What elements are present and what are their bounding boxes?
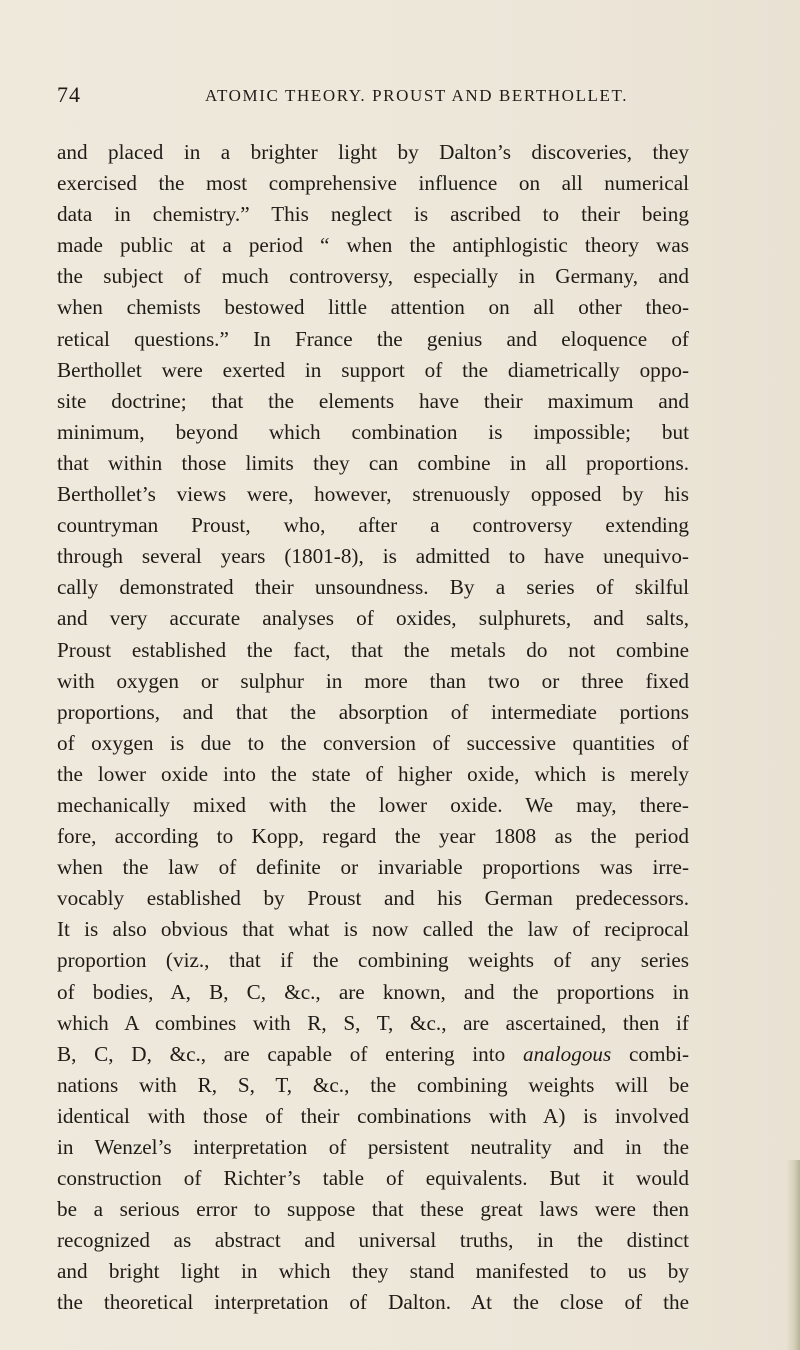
text-line: recognized as abstract and universal truths, in the distinct xyxy=(57,1228,689,1253)
text-line: made public at a period “ when the antiphlogistic theory was xyxy=(57,233,689,258)
text-line-with-italic xyxy=(57,1039,689,1070)
text-line: exercised the most comprehensive influence on all numerical xyxy=(57,171,689,196)
text-line: It is also obvious that what is now called the law of reciprocal xyxy=(57,917,689,942)
text-line: through several years (1801-8), is admitted to have unequivo- xyxy=(57,544,689,569)
text-line: construction of Richter’s table of equivalents. But it would xyxy=(57,1166,689,1191)
text-line: the subject of much controversy, especially in Germany, and xyxy=(57,264,689,289)
text-line: that within those limits they can combine in all proportions. xyxy=(57,450,689,475)
text-line: when chemists bestowed little attention on all other theo- xyxy=(57,295,689,320)
text-line: vocably established by Proust and his German predecessors. xyxy=(57,886,689,911)
text-line: be a serious error to suppose that these great laws were then xyxy=(57,1197,689,1222)
running-head: ATOMIC THEORY. PROUST AND BERTHOLLET. xyxy=(205,86,629,105)
text-line: Proust established the fact, that the metals do not combine xyxy=(57,637,689,662)
text-line: of oxygen is due to the conversion of successive quantities of xyxy=(57,730,689,755)
text-line: proportions, and that the absorption of intermediate portions xyxy=(57,699,689,724)
text-line: which A combines with R, S, T, &c., are ascertained, then if xyxy=(57,1010,689,1035)
page-edge-shadow xyxy=(786,1160,800,1350)
text-line: Berthollet’s views were, however, strenuously opposed by his xyxy=(57,482,689,507)
text-line: site doctrine; that the elements have their maximum and xyxy=(57,388,689,413)
text-line: of bodies, A, B, C, &c., are known, and the proportions in xyxy=(57,979,689,1004)
text-line: fore, according to Kopp, regard the year 1808 as the period xyxy=(57,824,689,849)
page-header xyxy=(57,82,697,110)
text-line: cally demonstrated their unsoundness. By a series of skilful xyxy=(57,575,689,600)
text-line: with oxygen or sulphur in more than two or three fixed xyxy=(57,668,689,693)
text-line: data in chemistry.” This neglect is ascribed to their being xyxy=(57,202,689,227)
text-line: and bright light in which they stand manifested to us by xyxy=(57,1259,689,1284)
text-line: Berthollet were exerted in support of the diametrically oppo- xyxy=(57,357,689,382)
text-line: minimum, beyond which combination is impossible; but xyxy=(57,419,689,444)
text-fragment: combi- xyxy=(629,1041,689,1066)
body-text xyxy=(57,137,689,1319)
text-line: mechanically mixed with the lower oxide. We may, there- xyxy=(57,792,689,817)
text-line: when the law of definite or invariable proportions was irre- xyxy=(57,855,689,880)
text-line: and placed in a brighter light by Dalton’s discoveries, they xyxy=(57,140,689,164)
text-line: and very accurate analyses of oxides, sulphurets, and salts, xyxy=(57,606,689,631)
text-line: retical questions.” In France the genius and eloquence of xyxy=(57,326,689,351)
text-line: the theoretical interpretation of Dalton. At the close of the xyxy=(57,1290,689,1315)
text-line: countryman Proust, who, after a controversy extending xyxy=(57,513,689,538)
text-line: in Wenzel’s interpretation of persistent neutrality and in the xyxy=(57,1135,689,1159)
text-line: identical with those of their combinations with A) is involved xyxy=(57,1103,689,1128)
text-line: the lower oxide into the state of higher oxide, which is merely xyxy=(57,761,689,786)
text-line: nations with R, S, T, &c., the combining weights will be xyxy=(57,1072,689,1097)
text-line: proportion (viz., that if the combining weights of any series xyxy=(57,948,689,973)
text-fragment: B, C, D, &c., are capable of entering into xyxy=(57,1041,506,1066)
italic-word: analogous xyxy=(522,1041,612,1066)
page-number: 74 xyxy=(57,82,81,107)
